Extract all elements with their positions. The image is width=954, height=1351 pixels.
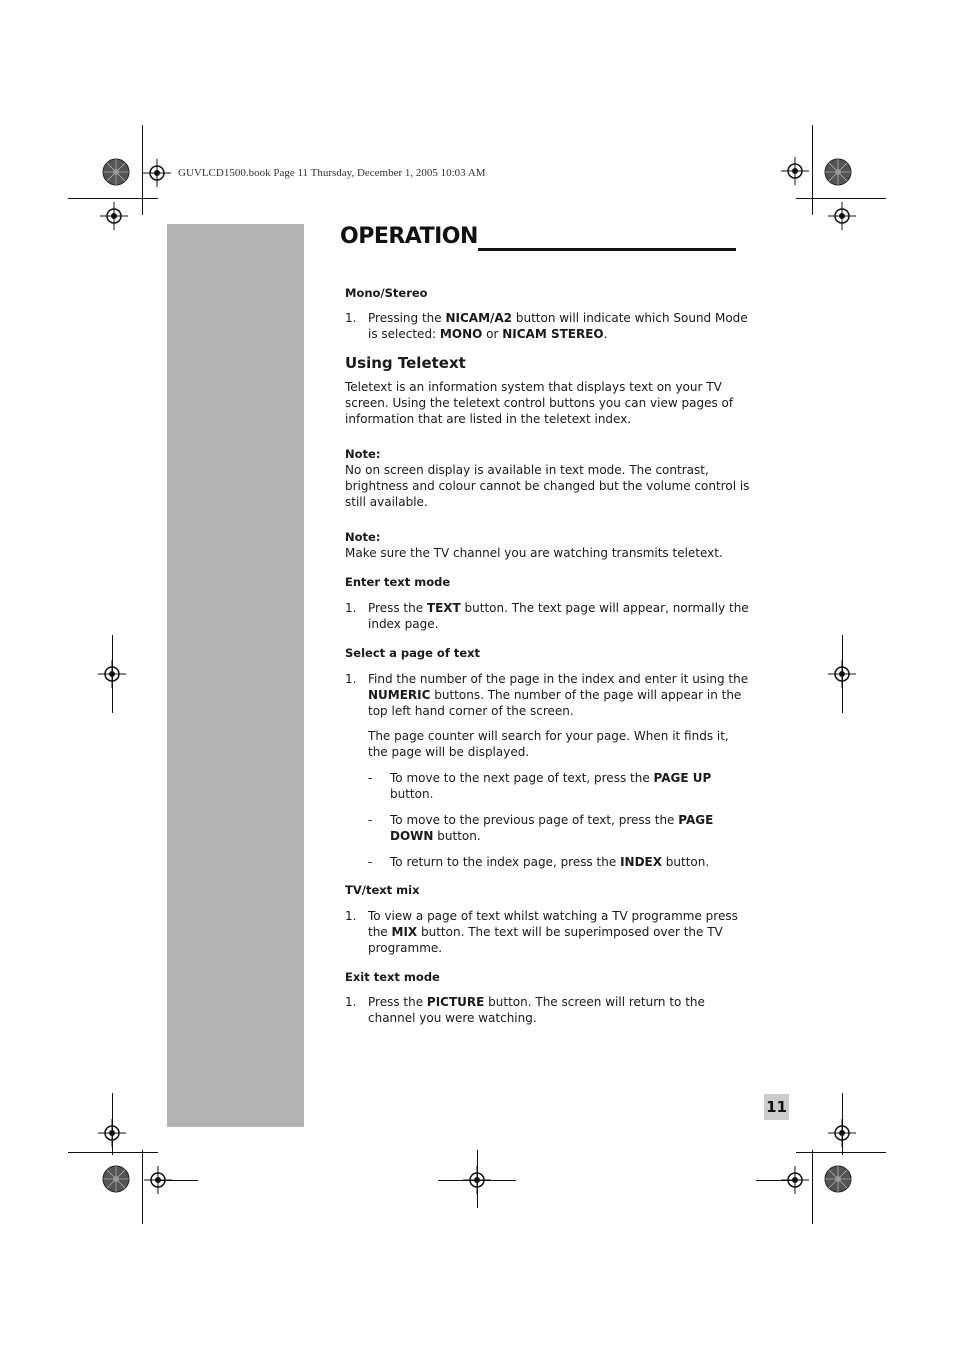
tv-mix-step: 1. To view a page of text whilst watching a TV programme press the MIX button. The text will be superimposed over the TV programme. [345,909,738,955]
mono-stereo-step: 1. Pressing the NICAM/A2 button will indicate which Sound Mode is selected: MONO or NICAM STEREO. [345,311,748,341]
note-label: Note: [345,530,381,544]
registration-target-icon [98,1119,126,1147]
registration-target-icon [828,660,856,688]
dash-mark: - [368,855,373,869]
bullet-page-up: - To move to the next page of text, press the PAGE UP button. [368,771,712,801]
crop-line [812,1150,813,1224]
registration-target-icon [98,660,126,688]
title-rule [478,248,736,251]
select-page-heading: Select a page of text [345,646,481,660]
registration-target-icon [463,1166,491,1194]
print-info: GUVLCD1500.book Page 11 Thursday, December 1, 2005 10:03 AM [178,167,486,179]
bullet-index: - To return to the index page, press the INDEX button. [368,855,710,869]
teletext-heading: Using Teletext [345,354,466,372]
crop-line [796,1152,886,1153]
dash-mark: - [368,771,373,785]
registration-rosette-icon [102,1165,130,1193]
side-bar [167,224,304,1127]
step-number: 1. [345,311,357,325]
select-page-step: 1. Find the number of the page in the index and enter it using the NUMERIC buttons. The number of the page will appear in the top left hand corner of the screen. [345,672,749,718]
crop-line [68,198,158,199]
registration-target-icon [828,202,856,230]
page-number: 11 [764,1094,789,1120]
crop-line [158,1180,198,1181]
crop-line [142,1150,143,1224]
enter-text-step: 1. Press the TEXT button. The text page will appear, normally the index page. [345,601,749,631]
page-title: OPERATION [340,224,478,249]
select-page-para: The page counter will search for your page. When it finds it, the page will be displayed. [368,729,729,759]
step-number: 1. [345,601,357,615]
note-text: Make sure the TV channel you are watching transmits teletext. [345,546,723,560]
crop-line [68,1152,158,1153]
crop-line [796,198,886,199]
tv-mix-heading: TV/text mix [345,883,420,897]
note-text: No on screen display is available in text mode. The contrast, brightness and colour cannot be changed but the volume control is still available. [345,463,750,509]
enter-text-heading: Enter text mode [345,575,451,589]
registration-rosette-icon [102,158,130,186]
exit-text-step: 1. Press the PICTURE button. The screen will return to the channel you were watching. [345,995,705,1025]
registration-target-icon [100,202,128,230]
bullet-page-down: - To move to the previous page of text, press the PAGE DOWN button. [368,813,714,843]
registration-target-icon [828,1119,856,1147]
crop-line [812,125,813,215]
main-content [345,285,750,1026]
step-number: 1. [345,995,357,1009]
teletext-intro: Teletext is an information system that displays text on your TV screen. Using the teletext control buttons you can view pages of information that are listed in the teletext index. [345,380,734,426]
registration-target-icon [781,157,809,185]
dash-mark: - [368,813,373,827]
registration-rosette-icon [824,1165,852,1193]
exit-text-heading: Exit text mode [345,970,440,984]
step-number: 1. [345,909,357,923]
note-label: Note: [345,447,381,461]
registration-target-icon [143,159,171,187]
mono-stereo-heading: Mono/Stereo [345,286,428,300]
registration-target-icon [781,1166,809,1194]
registration-rosette-icon [824,158,852,186]
step-number: 1. [345,672,357,686]
